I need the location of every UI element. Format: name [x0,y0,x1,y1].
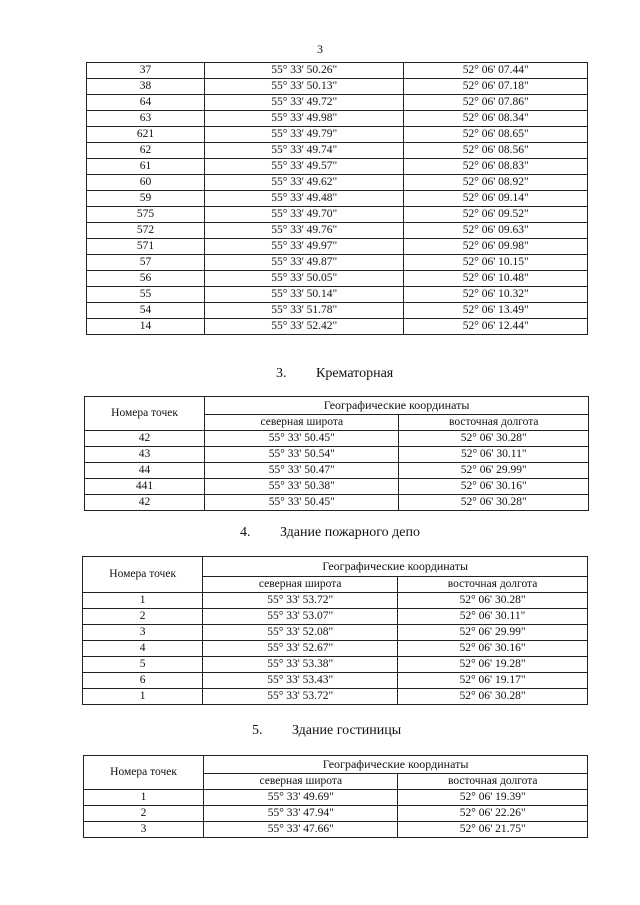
latitude-cell: 55° 33' 49.76" [205,223,404,239]
point-number-cell: 6 [83,673,203,689]
latitude-cell: 55° 33' 50.38" [205,479,399,495]
point-number-cell: 43 [85,447,205,463]
header-north-latitude: северная широта [205,415,399,431]
point-number-cell: 63 [87,111,205,127]
section-title: Здание пожарного депо [280,525,420,540]
header-geo-coordinates: Географические координаты [203,557,588,577]
table-row [87,175,588,191]
table-row [87,271,588,287]
section-number: 4. [240,525,251,540]
table-row [83,673,588,689]
point-number-cell: 62 [87,143,205,159]
longitude-cell: 52° 06' 22.26" [398,806,588,822]
latitude-cell: 55° 33' 52.67" [203,641,398,657]
latitude-cell: 55° 33' 52.42" [205,319,404,335]
point-number-cell: 575 [87,207,205,223]
longitude-cell: 52° 06' 13.49" [404,303,588,319]
longitude-cell: 52° 06' 09.14" [404,191,588,207]
table-row [83,689,588,705]
header-geo-coordinates: Географические координаты [204,756,588,774]
longitude-cell: 52° 06' 08.65" [404,127,588,143]
latitude-cell: 55° 33' 50.45" [205,495,399,511]
table-row [83,657,588,673]
longitude-cell: 52° 06' 29.99" [398,625,588,641]
latitude-cell: 55° 33' 49.62" [205,175,404,191]
latitude-cell: 55° 33' 49.97" [205,239,404,255]
fire-depot-coordinates-table [82,556,588,705]
table-row [84,790,588,806]
latitude-cell: 55° 33' 50.13" [205,79,404,95]
longitude-cell: 52° 06' 29.99" [399,463,589,479]
latitude-cell: 55° 33' 50.45" [205,431,399,447]
hotel-coordinates-table [83,755,588,838]
latitude-cell: 55° 33' 53.72" [203,689,398,705]
latitude-cell: 55° 33' 49.79" [205,127,404,143]
header-point-numbers: Номера точек [84,756,204,790]
table-row [87,127,588,143]
longitude-cell: 52° 06' 09.63" [404,223,588,239]
point-number-cell: 3 [84,822,204,838]
latitude-cell: 55° 33' 50.05" [205,271,404,287]
latitude-cell: 55° 33' 52.08" [203,625,398,641]
header-point-numbers: Номера точек [85,397,205,431]
point-number-cell: 4 [83,641,203,657]
longitude-cell: 52° 06' 07.44" [404,63,588,79]
longitude-cell: 52° 06' 09.98" [404,239,588,255]
table-row [83,641,588,657]
page-number: 3 [317,42,323,56]
longitude-cell: 52° 06' 30.16" [399,479,589,495]
latitude-cell: 55° 33' 50.26" [205,63,404,79]
point-number-cell: 5 [83,657,203,673]
table-row [87,63,588,79]
table-row [85,495,589,511]
section-heading-fire-depot [240,525,420,541]
coordinates-table-continued [86,62,588,335]
longitude-cell: 52° 06' 19.39" [398,790,588,806]
latitude-cell: 55° 33' 49.70" [205,207,404,223]
point-number-cell: 56 [87,271,205,287]
point-number-cell: 54 [87,303,205,319]
longitude-cell: 52° 06' 08.92" [404,175,588,191]
header-north-latitude: северная широта [203,577,398,593]
table-row [83,593,588,609]
longitude-cell: 52° 06' 30.28" [398,689,588,705]
latitude-cell: 55° 33' 49.69" [204,790,398,806]
point-number-cell: 44 [85,463,205,479]
table-row [84,806,588,822]
longitude-cell: 52° 06' 30.28" [399,495,589,511]
longitude-cell: 52° 06' 19.28" [398,657,588,673]
longitude-cell: 52° 06' 21.75" [398,822,588,838]
table-row [87,143,588,159]
longitude-cell: 52° 06' 08.56" [404,143,588,159]
table-row [85,463,589,479]
latitude-cell: 55° 33' 53.43" [203,673,398,689]
latitude-cell: 55° 33' 50.54" [205,447,399,463]
latitude-cell: 55° 33' 53.38" [203,657,398,673]
longitude-cell: 52° 06' 19.17" [398,673,588,689]
point-number-cell: 441 [85,479,205,495]
table-row [87,303,588,319]
crematory-coordinates-table [84,396,589,511]
point-number-cell: 621 [87,127,205,143]
header-east-longitude: восточная долгота [399,415,589,431]
table-row [85,431,589,447]
table-row [83,625,588,641]
latitude-cell: 55° 33' 49.98" [205,111,404,127]
table2-body [85,431,589,511]
header-geo-coordinates: Географические координаты [205,397,589,415]
table-row [87,239,588,255]
point-number-cell: 572 [87,223,205,239]
longitude-cell: 52° 06' 09.52" [404,207,588,223]
table-row [87,255,588,271]
longitude-cell: 52° 06' 30.11" [399,447,589,463]
latitude-cell: 55° 33' 53.07" [203,609,398,625]
table-row [87,159,588,175]
point-number-cell: 61 [87,159,205,175]
latitude-cell: 55° 33' 50.47" [205,463,399,479]
longitude-cell: 52° 06' 10.32" [404,287,588,303]
point-number-cell: 38 [87,79,205,95]
longitude-cell: 52° 06' 30.28" [398,593,588,609]
longitude-cell: 52° 06' 10.48" [404,271,588,287]
longitude-cell: 52° 06' 30.16" [398,641,588,657]
section-number: 3. [276,366,287,381]
table3-body [83,593,588,705]
table-row [87,95,588,111]
section-heading-crematory [276,366,393,382]
point-number-cell: 1 [83,593,203,609]
section-title: Крематорная [316,366,394,381]
longitude-cell: 52° 06' 08.83" [404,159,588,175]
table-row [87,223,588,239]
latitude-cell: 55° 33' 50.14" [205,287,404,303]
section-heading-hotel [252,723,401,739]
longitude-cell: 52° 06' 07.18" [404,79,588,95]
longitude-cell: 52° 06' 30.28" [399,431,589,447]
point-number-cell: 57 [87,255,205,271]
longitude-cell: 52° 06' 30.11" [398,609,588,625]
latitude-cell: 55° 33' 47.66" [204,822,398,838]
longitude-cell: 52° 06' 10.15" [404,255,588,271]
latitude-cell: 55° 33' 53.72" [203,593,398,609]
point-number-cell: 37 [87,63,205,79]
table-row [87,287,588,303]
latitude-cell: 55° 33' 47.94" [204,806,398,822]
point-number-cell: 2 [84,806,204,822]
section-title: Здание гостиницы [292,723,402,738]
longitude-cell: 52° 06' 08.34" [404,111,588,127]
point-number-cell: 64 [87,95,205,111]
point-number-cell: 3 [83,625,203,641]
point-number-cell: 1 [84,790,204,806]
table-row [85,447,589,463]
point-number-cell: 2 [83,609,203,625]
table-row [87,191,588,207]
table-row [84,822,588,838]
latitude-cell: 55° 33' 49.57" [205,159,404,175]
table-row [87,207,588,223]
table1-body [87,63,588,335]
longitude-cell: 52° 06' 12.44" [404,319,588,335]
point-number-cell: 59 [87,191,205,207]
header-north-latitude: северная широта [204,774,398,790]
latitude-cell: 55° 33' 49.72" [205,95,404,111]
point-number-cell: 1 [83,689,203,705]
point-number-cell: 55 [87,287,205,303]
table-row [85,479,589,495]
latitude-cell: 55° 33' 49.74" [205,143,404,159]
header-point-numbers: Номера точек [83,557,203,593]
point-number-cell: 42 [85,431,205,447]
header-east-longitude: восточная долгота [398,577,588,593]
table-row [87,79,588,95]
table4-body [84,790,588,838]
table-row [83,609,588,625]
section-number: 5. [252,723,263,738]
longitude-cell: 52° 06' 07.86" [404,95,588,111]
latitude-cell: 55° 33' 49.48" [205,191,404,207]
table-row [87,319,588,335]
table-row [87,111,588,127]
latitude-cell: 55° 33' 49.87" [205,255,404,271]
point-number-cell: 42 [85,495,205,511]
latitude-cell: 55° 33' 51.78" [205,303,404,319]
point-number-cell: 14 [87,319,205,335]
point-number-cell: 60 [87,175,205,191]
point-number-cell: 571 [87,239,205,255]
header-east-longitude: восточная долгота [398,774,588,790]
